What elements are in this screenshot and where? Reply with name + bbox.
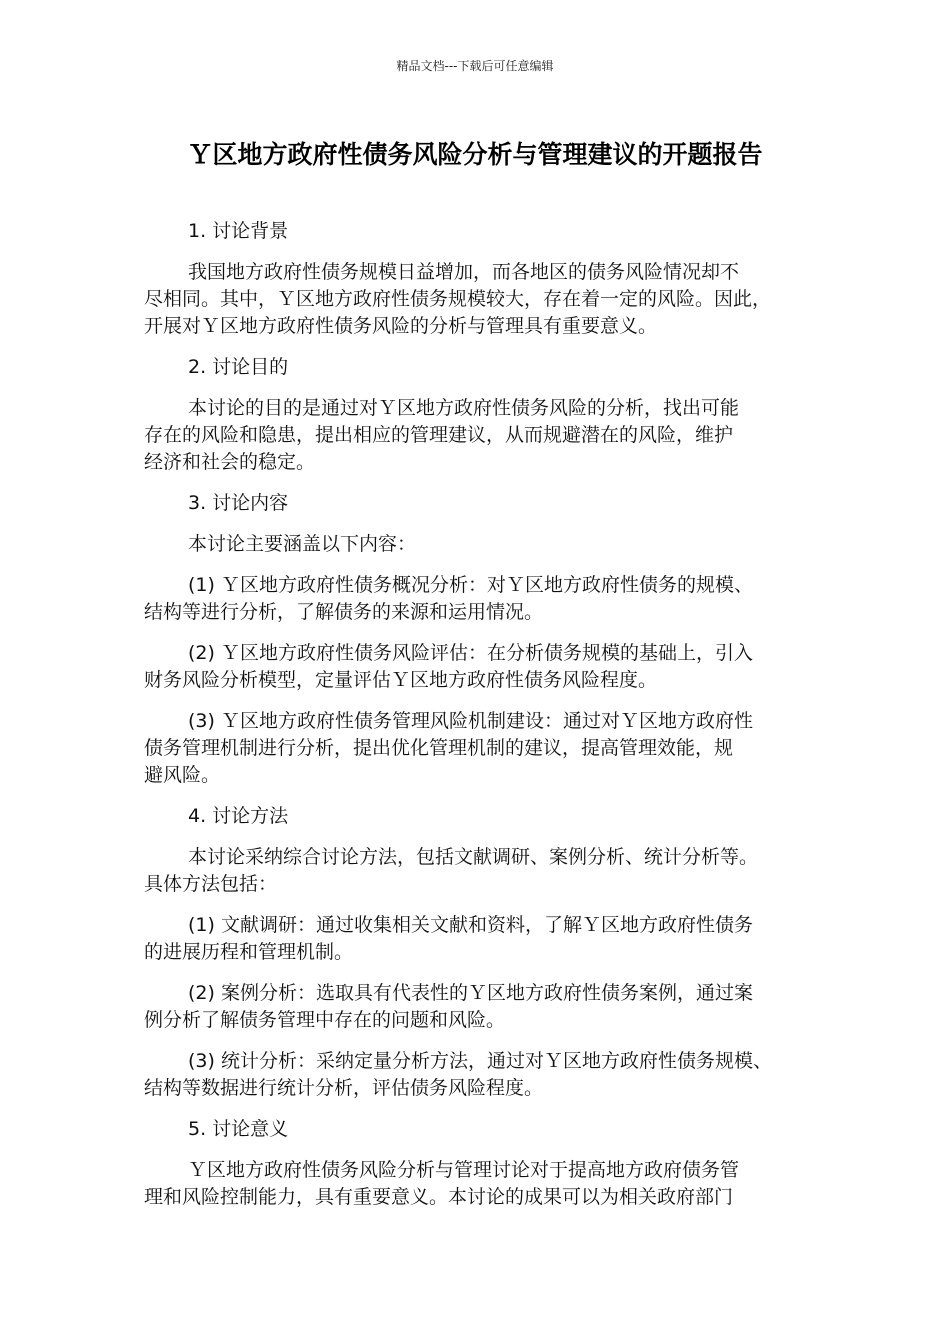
page-header: 精品文档---下载后可任意编辑 (396, 59, 554, 73)
document-title: Ｙ区地方政府性债务风险分析与管理建议的开题报告 (187, 140, 763, 169)
paragraph-line: (1) 文献调研：通过收集相关文献和资料，了解Ｙ区地方政府性债务 (188, 914, 753, 936)
paragraph-line: (1) Ｙ区地方政府性债务概况分析：对Ｙ区地方政府性债务的规模、 (188, 574, 753, 596)
paragraph (144, 259, 819, 340)
paragraph-line: (3) Ｙ区地方政府性债务管理风险机制建设：通过对Ｙ区地方政府性 (188, 710, 753, 732)
paragraph-line: 我国地方政府性债务规模日益增加，而各地区的债务风险情况却不 (188, 261, 740, 283)
paragraph (144, 395, 819, 476)
section-heading-purpose: 2. 讨论目的 (188, 356, 289, 378)
paragraph-line: 经济和社会的稳定。 (144, 451, 316, 473)
paragraph-line: 开展对Ｙ区地方政府性债务风险的分析与管理具有重要意义。 (144, 315, 658, 337)
list-item (144, 980, 819, 1034)
paragraph-line: 本讨论主要涵盖以下内容： (188, 533, 417, 555)
list-item (144, 912, 819, 966)
paragraph-line: 存在的风险和隐患，提出相应的管理建议，从而规避潜在的风险，维护 (144, 424, 734, 446)
paragraph-line: 本讨论采纳综合讨论方法，包括文献调研、案例分析、统计分析等。 (188, 846, 759, 868)
paragraph (144, 531, 819, 558)
list-item (144, 572, 819, 626)
paragraph-line: 债务管理机制进行分析，提出优化管理机制的建议，提高管理效能，规 (144, 737, 734, 759)
paragraph-line: 财务风险分析模型，定量评估Ｙ区地方政府性债务风险程度。 (144, 669, 658, 691)
section-heading-background: 1. 讨论背景 (188, 220, 289, 242)
paragraph (144, 844, 819, 898)
section-heading-significance: 5. 讨论意义 (188, 1118, 289, 1140)
paragraph-line: (3) 统计分析：采纳定量分析方法，通过对Ｙ区地方政府性债务规模、 (188, 1050, 772, 1072)
list-item (144, 640, 819, 694)
list-item (144, 708, 819, 789)
document-body (144, 218, 819, 1225)
paragraph-line: 避风险。 (144, 764, 221, 786)
paragraph-line: 例分析了解债务管理中存在的问题和风险。 (144, 1009, 506, 1031)
list-item (144, 1048, 819, 1102)
paragraph (144, 1157, 819, 1211)
section-heading-content: 3. 讨论内容 (188, 492, 289, 514)
paragraph-line: 理和风险控制能力，具有重要意义。本讨论的成果可以为相关政府部门 (144, 1186, 734, 1208)
paragraph-line: 的进展历程和管理机制。 (144, 941, 354, 963)
paragraph-line: 具体方法包括： (144, 873, 278, 895)
paragraph-line: (2) 案例分析：选取具有代表性的Ｙ区地方政府性债务案例，通过案 (188, 982, 753, 1004)
paragraph-line: 结构等进行分析，了解债务的来源和运用情况。 (144, 601, 544, 623)
paragraph-line: Ｙ区地方政府性债务风险分析与管理讨论对于提高地方政府债务管 (188, 1159, 740, 1181)
paragraph-line: 结构等数据进行统计分析，评估债务风险程度。 (144, 1077, 544, 1099)
section-heading-method: 4. 讨论方法 (188, 805, 289, 827)
paragraph-line: 尽相同。其中，Ｙ区地方政府性债务规模较大，存在着一定的风险。因此， (144, 288, 772, 310)
paragraph-line: 本讨论的目的是通过对Ｙ区地方政府性债务风险的分析，找出可能 (188, 397, 740, 419)
paragraph-line: (2) Ｙ区地方政府性债务风险评估：在分析债务规模的基础上，引入 (188, 642, 753, 664)
